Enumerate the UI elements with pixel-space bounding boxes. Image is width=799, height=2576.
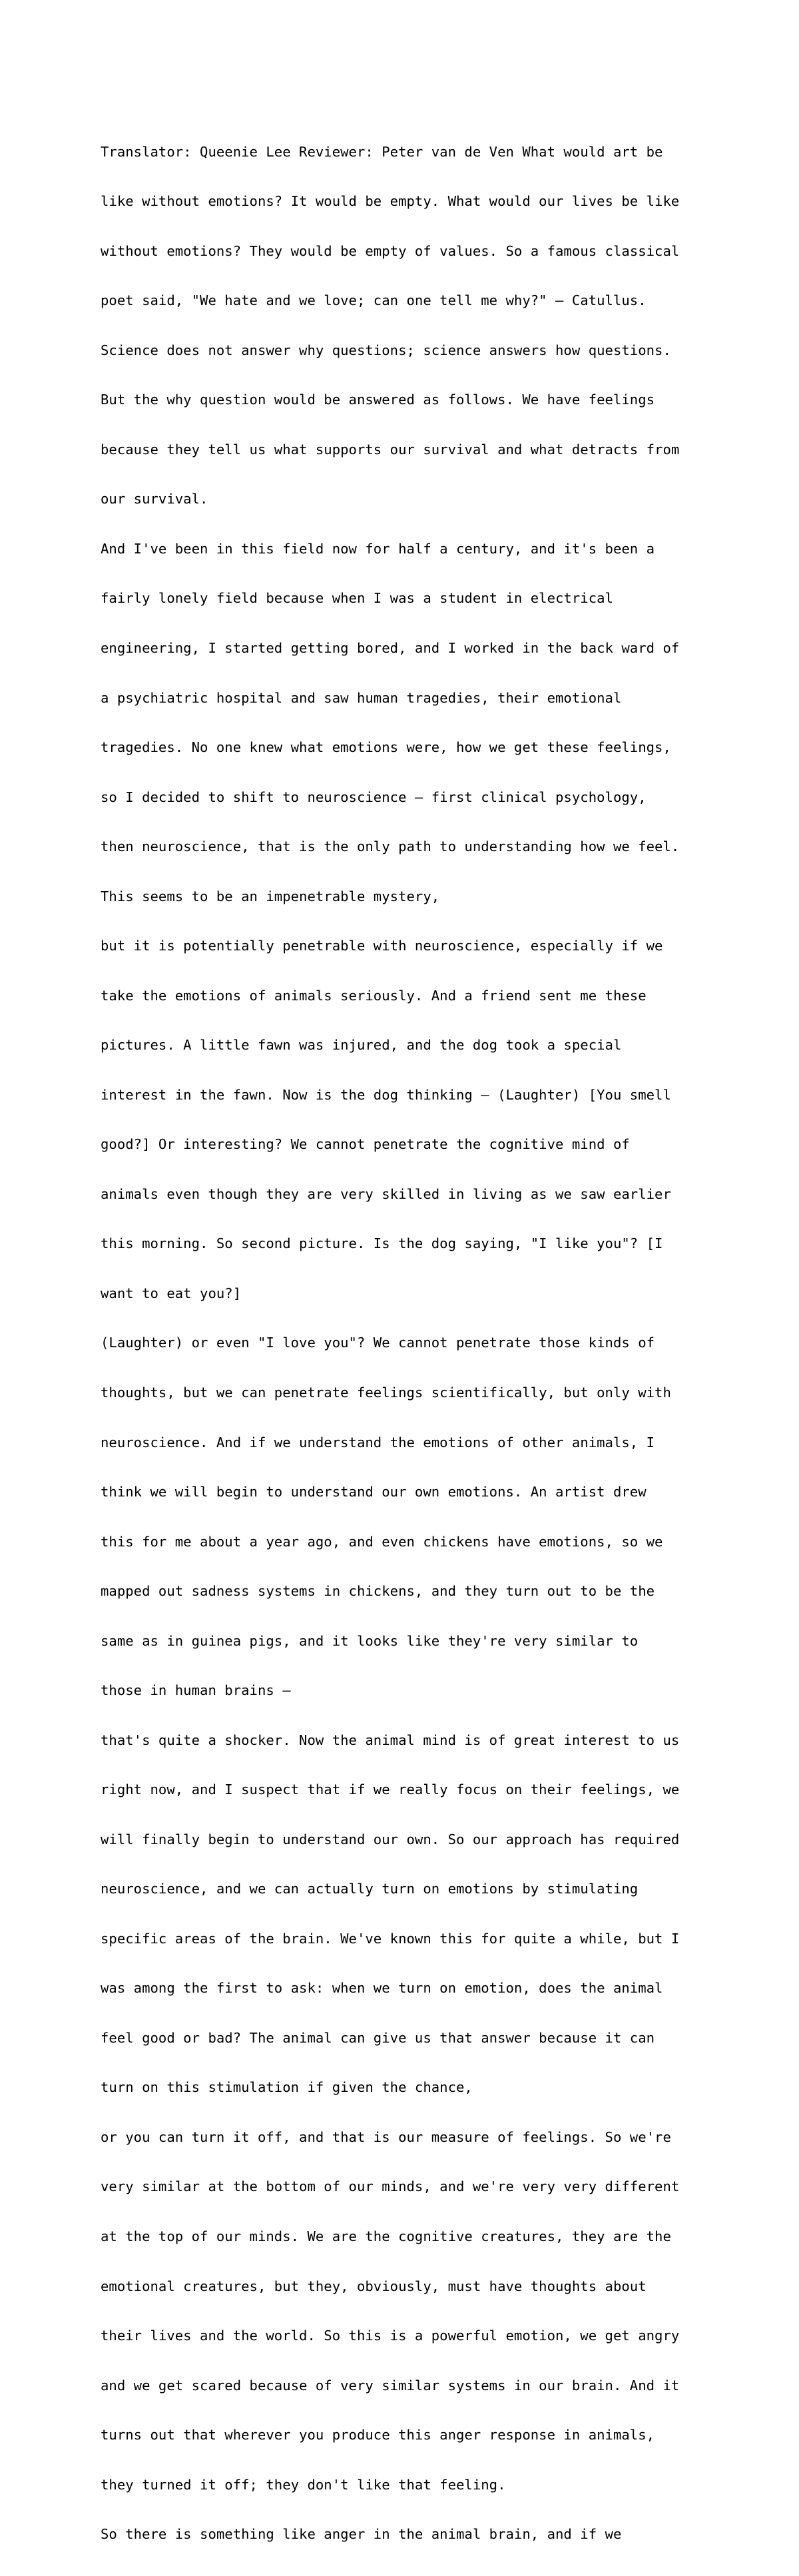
- text-line: turn on this stimulation if given the chance,: [101, 2079, 473, 2096]
- text-line: But the why question would be answered as follows. We have feelings: [101, 392, 655, 408]
- text-line: turns out that wherever you produce this anger response in animals,: [101, 2427, 655, 2443]
- transcript-text: [101, 111, 700, 2576]
- text-line: because they tell us what supports our survival and what detracts from: [101, 441, 680, 458]
- text-line: or you can turn it off, and that is our measure of feelings. So we're: [101, 2128, 671, 2145]
- text-line: specific areas of the brain. We've known this for quite a while, but I: [101, 1930, 680, 1947]
- text-line: their lives and the world. So this is a powerful emotion, we get angry: [101, 2328, 680, 2344]
- text-line: Science does not answer why questions; science answers how questions.: [101, 342, 671, 358]
- text-line: mapped out sadness systems in chickens, and they turn out to be the: [101, 1583, 655, 1600]
- text-line: (Laughter) or even "I love you"? We cannot penetrate those kinds of: [101, 1335, 655, 1351]
- text-line: was among the first to ask: when we turn on emotion, does the animal: [101, 1980, 663, 1997]
- text-line: that's quite a shocker. Now the animal mind is of great interest to us: [101, 1732, 680, 1748]
- text-line: right now, and I suspect that if we really focus on their feelings, we: [101, 1781, 680, 1798]
- text-line: interest in the fawn. Now is the dog thinking — (Laughter) [You smell: [101, 1086, 671, 1103]
- text-line: thoughts, but we can penetrate feelings scientifically, but only with: [101, 1384, 671, 1401]
- text-line: good?] Or interesting? We cannot penetrate the cognitive mind of: [101, 1136, 630, 1153]
- text-line: So there is something like anger in the animal brain, and if we: [101, 2526, 622, 2543]
- text-line: engineering, I started getting bored, and I worked in the back ward of: [101, 640, 680, 656]
- text-line: a psychiatric hospital and saw human tragedies, their emotional: [101, 689, 622, 706]
- text-line: but it is potentially penetrable with neuroscience, especially if we: [101, 938, 663, 954]
- text-line: And I've been in this field now for half a century, and it's been a: [101, 540, 655, 557]
- text-line: they turned it off; they don't like that feeling.: [101, 2476, 506, 2493]
- text-line: neuroscience. And if we understand the emotions of other animals, I: [101, 1434, 655, 1450]
- text-line: poet said, "We hate and we love; can one tell me why?" — Catullus.: [101, 292, 647, 309]
- text-line: and we get scared because of very similar systems in our brain. And it: [101, 2377, 680, 2394]
- text-line: pictures. A little fawn was injured, and the dog took a special: [101, 1037, 622, 1054]
- text-line: Translator: Queenie Lee Reviewer: Peter van de Ven What would art be: [101, 143, 663, 160]
- text-line: then neuroscience, that is the only path to understanding how we feel.: [101, 838, 680, 855]
- text-line: at the top of our minds. We are the cognitive creatures, they are the: [101, 2228, 671, 2244]
- text-line: this morning. So second picture. Is the dog saying, "I like you"? [I: [101, 1235, 663, 1252]
- text-line: feel good or bad? The animal can give us that answer because it can: [101, 2029, 655, 2046]
- text-line: without emotions? They would be empty of values. So a famous classical: [101, 242, 680, 259]
- text-line: tragedies. No one knew what emotions were, how we get these feelings,: [101, 739, 671, 756]
- text-line: those in human brains —: [101, 1682, 291, 1699]
- text-line: neuroscience, and we can actually turn on emotions by stimulating: [101, 1881, 639, 1897]
- text-line: fairly lonely field because when I was a student in electrical: [101, 590, 613, 607]
- text-line: like without emotions? It would be empty. What would our lives be like: [101, 193, 680, 210]
- text-line: want to eat you?]: [101, 1285, 242, 1301]
- text-line: very similar at the bottom of our minds, and we're very very different: [101, 2178, 680, 2195]
- text-line: take the emotions of animals seriously. And a friend sent me these: [101, 987, 647, 1004]
- text-line: emotional creatures, but they, obviously, must have thoughts about: [101, 2278, 647, 2294]
- text-line: this for me about a year ago, and even chickens have emotions, so we: [101, 1533, 663, 1550]
- text-line: our survival.: [101, 491, 208, 507]
- text-line: will finally begin to understand our own. So our approach has required: [101, 1831, 680, 1847]
- text-line: same as in guinea pigs, and it looks like they're very similar to: [101, 1632, 639, 1649]
- text-line: think we will begin to understand our own emotions. An artist drew: [101, 1484, 647, 1500]
- text-line: so I decided to shift to neuroscience — first clinical psychology,: [101, 789, 647, 805]
- text-line: This seems to be an impenetrable mystery,: [101, 888, 440, 904]
- text-line: animals even though they are very skilled in living as we saw earlier: [101, 1185, 671, 1202]
